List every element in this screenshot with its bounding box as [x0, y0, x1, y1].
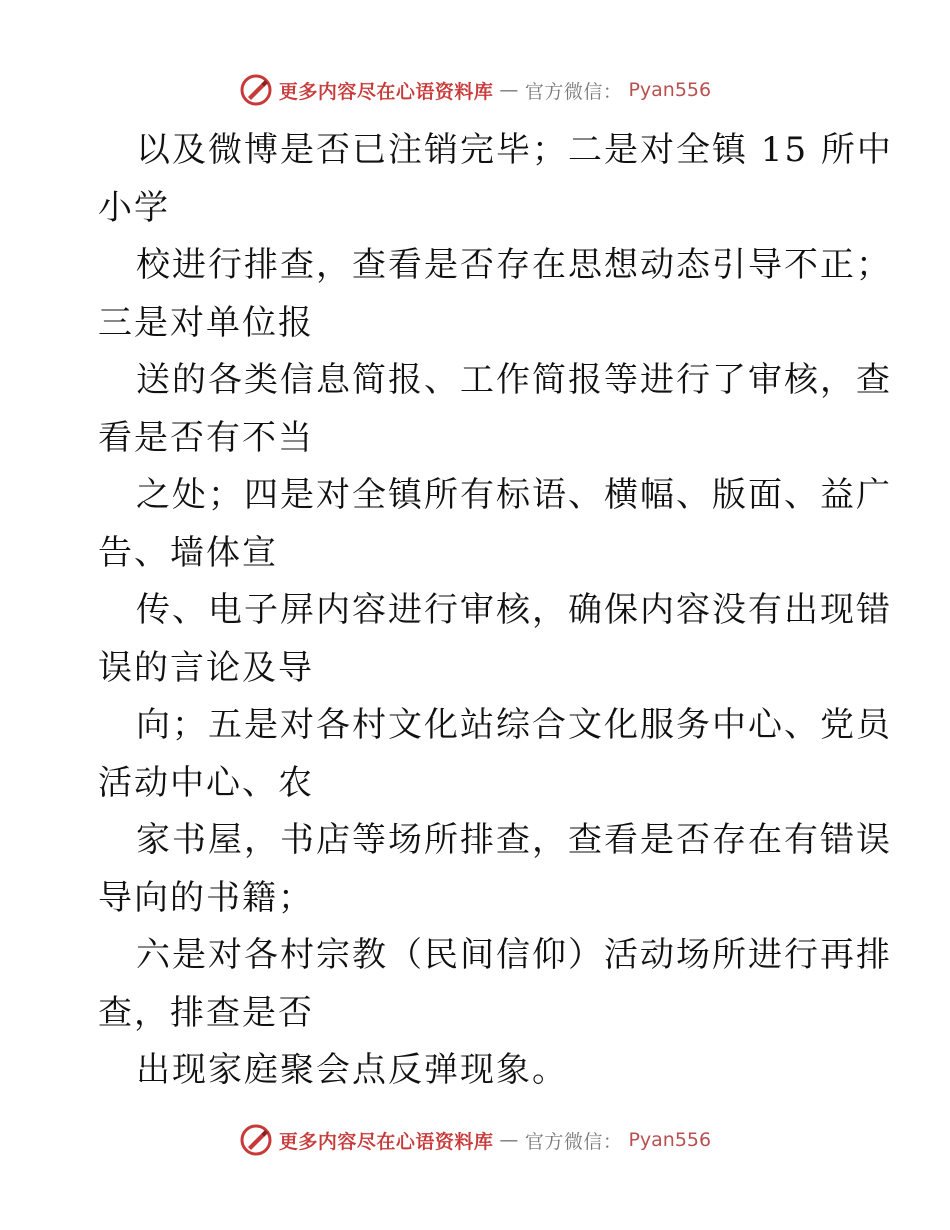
header-watermark: [0, 70, 950, 110]
watermark-wechat-id: Pyan556: [628, 79, 712, 101]
body-line: 之处；四是对全镇所有标语、横幅、版面、益广: [136, 475, 892, 515]
watermark-official-label: 官方微信：: [524, 80, 623, 103]
watermark-separator: —: [499, 79, 519, 101]
body-line: 六是对各村宗教（民间信仰）活动场所进行再排: [136, 935, 892, 975]
body-line: 查，排查是否: [98, 992, 314, 1033]
pen-logo-icon: [239, 73, 273, 107]
watermark-separator: —: [499, 1129, 519, 1151]
footer-watermark: [0, 1120, 950, 1160]
pen-logo-icon: [239, 1123, 273, 1157]
body-line: 导向的书籍；: [98, 877, 314, 918]
body-line: 出现家庭聚会点反弹现象。: [136, 1050, 568, 1090]
body-line: 向；五是对各村文化站综合文化服务中心、党员: [136, 705, 892, 745]
body-line: 看是否有不当: [98, 417, 314, 458]
body-line: 家书屋，书店等场所排查，查看是否存在有错误: [136, 820, 892, 860]
watermark-title: 更多内容尽在心语资料库: [278, 80, 494, 103]
body-line: 以及微博是否已注销完毕；二是对全镇 15 所中: [136, 130, 893, 170]
body-line: 送的各类信息简报、工作简报等进行了审核，查: [136, 360, 892, 400]
body-line: 活动中心、农: [98, 762, 314, 803]
body-line: 小学: [98, 187, 170, 228]
body-line: 告、墙体宣: [98, 532, 278, 573]
document-body: [98, 122, 893, 1100]
watermark-official-label: 官方微信：: [524, 1130, 623, 1153]
body-line: 传、电子屏内容进行审核，确保内容没有出现错: [136, 590, 892, 630]
body-line: 校进行排查，查看是否存在思想动态引导不正；: [136, 245, 892, 285]
watermark-title: 更多内容尽在心语资料库: [278, 1130, 494, 1153]
body-line: 误的言论及导: [98, 647, 314, 688]
body-line: 三是对单位报: [98, 302, 314, 343]
watermark-wechat-id: Pyan556: [628, 1129, 712, 1151]
